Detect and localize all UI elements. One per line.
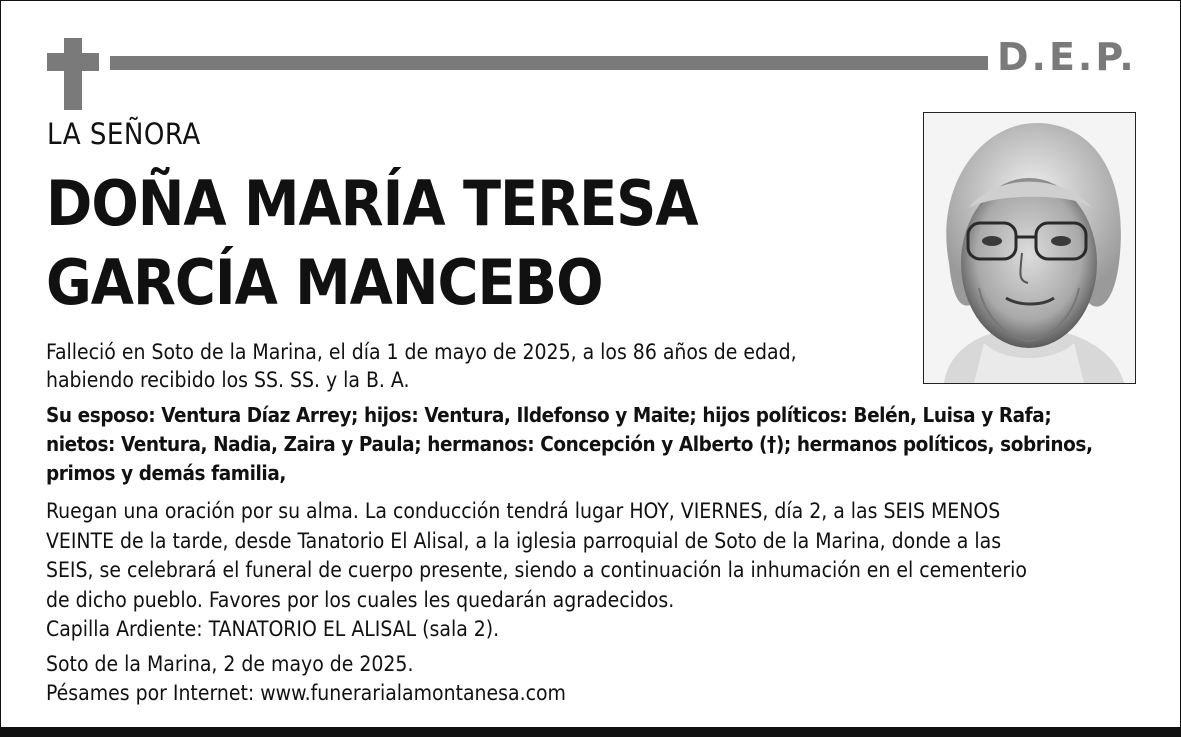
family-line3: primos y demás familia, — [46, 461, 286, 485]
death-notice-line2: habiendo recibido los SS. SS. y la B. A. — [46, 368, 410, 392]
deceased-name-line2: GARCÍA MANCEBO — [46, 246, 603, 319]
family-list — [46, 401, 1093, 488]
deceased-portrait — [923, 112, 1136, 384]
service-line5: Capilla Ardiente: TANATORIO EL ALISAL (sala 2). — [46, 617, 500, 641]
place-date: Soto de la Marina, 2 de mayo de 2025. — [46, 652, 414, 676]
family-line1: Su esposo: Ventura Díaz Arrey; hijos: Ventura, Ildefonso y Maite; hijos políticos: Belén, Luisa y Rafa; — [46, 403, 1052, 427]
service-line3: SEIS, se celebrará el funeral de cuerpo presente, siendo a continuación la inhumación en el cementerio — [46, 558, 1027, 582]
bottom-border — [0, 727, 1181, 737]
cross-icon-crossbar — [47, 53, 99, 71]
header-rule — [110, 56, 988, 70]
service-line1: Ruegan una oración por su alma. La conducción tendrá lugar HOY, VIERNES, día 2, a las SEIS MENOS — [46, 499, 1001, 523]
service-details — [46, 497, 1027, 645]
service-line4: de dicho pueblo. Favores por los cuales les quedarán agradecidos. — [46, 587, 675, 612]
death-notice-line1: Falleció en Soto de la Marina, el día 1 de mayo de 2025, a los 86 años de edad, — [46, 340, 797, 364]
family-line2: nietos: Ventura, Nadia, Zaira y Paula; hermanos: Concepción y Alberto (†); hermanos políticos, sobrinos, — [46, 432, 1093, 456]
condolences-website[interactable]: Pésames por Internet: www.funerarialamontanesa.com — [46, 681, 566, 705]
cross-icon — [64, 38, 82, 110]
service-line2: VEINTE de la tarde, desde Tanatorio El Alisal, a la iglesia parroquial de Soto de la Marina, donde a las — [46, 528, 1002, 553]
deceased-prefix: LA SEÑORA — [47, 117, 201, 151]
deceased-name-line1: DOÑA MARÍA TERESA — [46, 167, 698, 240]
dep-label: D.E.P. — [997, 35, 1137, 79]
